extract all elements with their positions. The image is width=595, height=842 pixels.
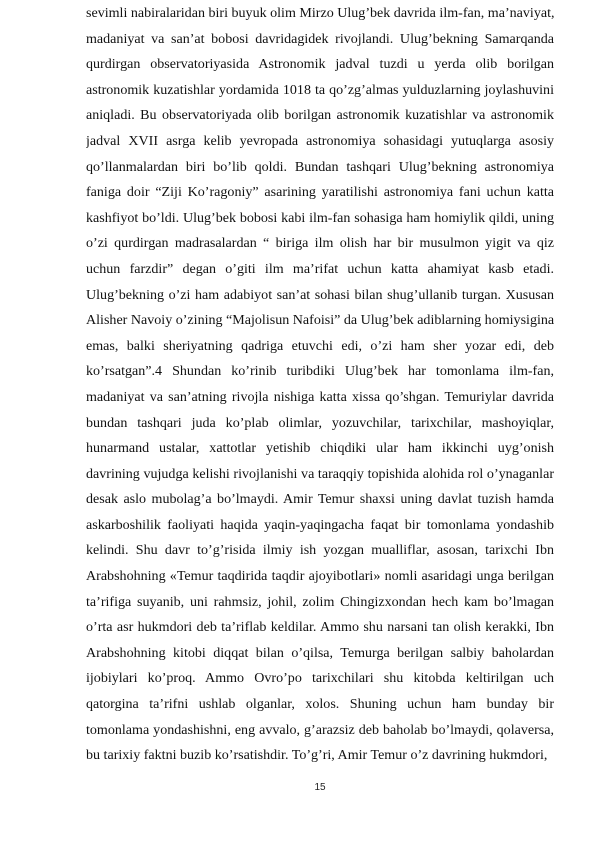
text-line: hunarmand ustalar, xattotlar yetishib chiqdiki ular ham ikkinchi uyg’onish (86, 440, 554, 457)
text-line: Arabshohning «Temur taqdirida taqdir ajoyibotlari» nomli asaridagi unga berilgan (86, 568, 554, 585)
text-line: o’rta asr hukmdori deb ta’riflab keldilar. Ammo shu narsani tan olish kerakki, Ibn (86, 619, 554, 636)
text-line: jadval XVII asrga kelib yevropada astronomiya sohasidagi yutuqlarga asosiy (86, 132, 554, 149)
text-line: emas, balki sheriyatning qadriga etuvchi edi, o’zi ham sher yozar edi, deb (86, 337, 554, 354)
text-line: ijobiylari ko’proq. Ammo Ovro’po tarixchilari shu kitobda keltirilgan uch (86, 670, 554, 687)
text-line: tomonlama yondashishni, eng avvalo, g’arazsiz deb baholab bo’lmaydi, qolaversa, (86, 721, 554, 738)
text-line: faniga doir “Ziji Ko’ragoniy” asarining yaratilishi astronomiya fani uchun katta (86, 184, 554, 201)
text-line: kashfiyot bo’ldi. Ulug’bek bobosi kabi ilm-fan sohasiga ham homiylik qildi, uning (86, 209, 554, 226)
page-number: 15 (314, 782, 326, 793)
text-line: Arabshohning kitobi diqqat bilan o’qilsa, Temurga berilgan salbiy baholardan (86, 644, 554, 661)
text-line: sevimli nabiralaridan biri buyuk olim Mirzo Ulug’bek davrida ilm-fan, ma’naviyat, (86, 5, 554, 21)
text-line: madaniyat va san’at bobosi davridagidek rivojlandi. Ulug’bekning Samarqanda (86, 30, 554, 47)
text-line: madaniyat va san’atning rivojla nishiga katta xissa qo’shgan. Temuriylar davrida (86, 388, 554, 405)
text-line: bu tarixiy faktni buzib ko’rsatishdir. To’g’ri, Amir Temur o’z davrining hukmdori, (86, 747, 548, 764)
text-line: qo’llanmalardan biri bo’lib qoldi. Bundan tashqari Ulug’bekning astronomiya (86, 158, 554, 175)
text-line: kelindi. Shu davr to’g’risida ilmiy ish yozgan mualliflar, asosan, tarixchi Ibn (86, 542, 554, 559)
text-line: qurdirgan observatoriyasida Astronomik jadval tuzdi u yerda olib borilgan (86, 56, 554, 73)
text-line: aniqladi. Bu observatoriyada olib borilgan astronomik kuzatishlar va astronomik (86, 107, 554, 124)
text-line: uchun farzdir” degan o’giti ilm ma’rifat uchun katta ahamiyat kasb etadi. (86, 260, 554, 277)
text-line: bundan tashqari juda ko’plab olimlar, yozuvchilar, tarixchilar, mashoyiqlar, (86, 414, 554, 431)
text-line: askarboshilik faoliyati haqida yaqin-yaqingacha faqat bir tomonlama yondashib (86, 516, 554, 533)
text-line: astronomik kuzatishlar yordamida 1018 ta qo’zg’almas yulduzlarning joylashuvini (86, 81, 554, 98)
text-line: desak aslo mubolag’a bo’lmaydi. Amir Temur shaxsi uning davlat tuzish hamda (86, 491, 554, 508)
text-line: qatorgina ta’rifni ushlab olganlar, xolos. Shuning uchun ham bunday bir (86, 696, 554, 713)
text-line: Alisher Navoiy o’zining “Majolisun Nafoisi” da Ulug’bek adiblarning homiysigina (86, 312, 554, 329)
text-line: Ulug’bekning o’zi ham adabiyot san’at sohasi bilan shug’ullanib turgan. Xususan (86, 286, 554, 303)
body-text (86, 2, 554, 769)
text-line: o’zi qurdirgan madrasalardan “ biriga ilm olish har bir musulmon yigit va qiz (86, 235, 554, 252)
text-line: ko’rsatgan”.4 Shundan ko’rinib turibdiki Ulug’bek har tomonlama ilm-fan, (86, 363, 554, 380)
text-line: davrining vujudga kelishi rivojlanishi va taraqqiy topishida alohida rol o’ynaganlar (86, 465, 554, 482)
text-line: ta’rifiga suyanib, uni rahmsiz, johil, zolim Chingizxondan hech kam bo’lmagan (86, 593, 554, 610)
